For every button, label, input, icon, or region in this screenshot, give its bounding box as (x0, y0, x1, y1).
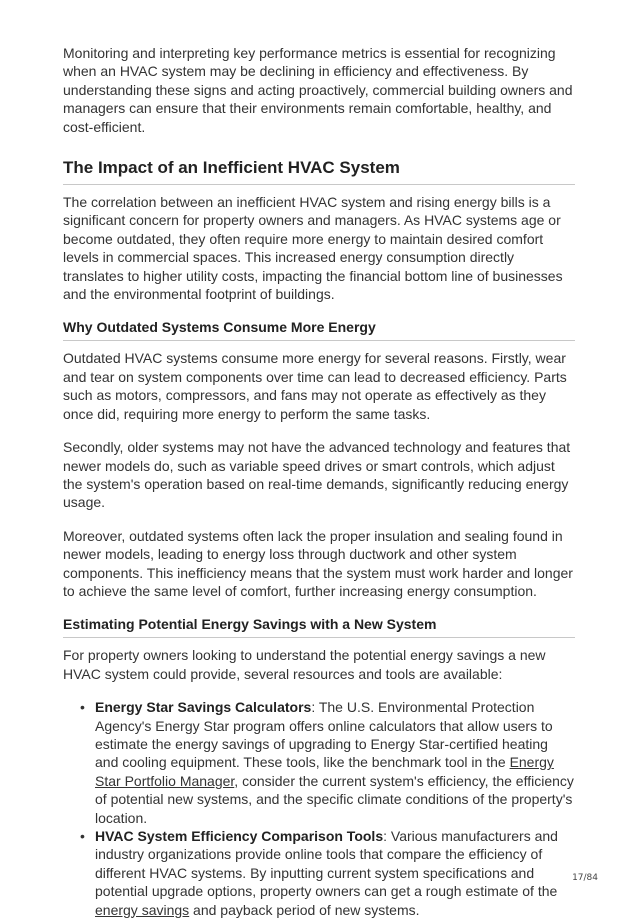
list-item-title: HVAC System Efficiency Comparison Tools (95, 828, 384, 844)
page-number: 17/84 (572, 873, 598, 883)
energy-star-portfolio-manager-link[interactable]: Energy Star Portfolio Manager (95, 754, 554, 789)
list-item (80, 827, 575, 919)
bullet-icon: • (80, 699, 85, 716)
outdated-paragraph-2: Secondly, older systems may not have the advanced technology and features that newer models do, such as variable speed drives or smart controls, which adjust the system's operation based on real-time demands, significantly reducing energy usage. (63, 439, 571, 511)
outdated-paragraph-3: Moreover, outdated systems often lack the proper insulation and sealing found in newer models, leading to energy loss through ductwork and other system components. This inefficiency means that the system must work harder and longer to achieve the same level of comfort, further increasing energy consumption. (63, 527, 573, 599)
list-item-text: : Various manufacturers and industry organizations provide online tools that compare the efficiency of different HVAC systems. By inputting current system specifications and potential upgrade options, property owners can get a rough estimate of the (95, 828, 558, 900)
section-heading-impact: The Impact of an Inefficient HVAC System (63, 157, 575, 185)
energy-savings-link[interactable]: energy savings (95, 901, 190, 918)
document-page (63, 44, 575, 919)
resources-list (63, 698, 575, 919)
list-item-text: and payback period of new systems. (189, 901, 420, 918)
estimating-paragraph: For property owners looking to understand the potential energy savings a new HVAC system could provide, several resources and tools are available: (63, 647, 546, 682)
list-item (80, 698, 575, 827)
outdated-paragraph-1: Outdated HVAC systems consume more energy for several reasons. Firstly, wear and tear on system components over time can lead to decreased efficiency. Parts such as motors, compressors, and fans may not operate as effectively as they once did, requiring more energy to perform the same tasks. (63, 350, 567, 422)
subheading-outdated-systems: Why Outdated Systems Consume More Energy (63, 318, 575, 341)
impact-paragraph: The correlation between an inefficient HVAC system and rising energy bills is a significant concern for property owners and managers. As HVAC systems age or become outdated, they often require more energy to maintain desired comfort levels in commercial spaces. This increased energy consumption directly translates to higher utility costs, impacting the financial bottom line of businesses and the environmental footprint of buildings. (63, 194, 563, 303)
list-item-text: : The U.S. Environmental Protection Agency's Energy Star program offers online calculators that allow users to estimate the energy savings of upgrading to Energy Star-certified heating and cooling equipment. These tools, like the benchmark tool in the (95, 699, 553, 771)
intro-paragraph: Monitoring and interpreting key performance metrics is essential for recognizing when an HVAC system may be declining in efficiency and effectiveness. By understanding these signs and acting proactively, commercial building owners and managers can ensure that their environments remain comfortable, healthy, and cost-efficient. (63, 45, 573, 135)
subheading-estimating-savings: Estimating Potential Energy Savings with a New System (63, 615, 575, 638)
list-item-title: Energy Star Savings Calculators (95, 699, 312, 716)
list-item-text: , consider the current system's efficiency, the efficiency of potential new systems, and the specific climate conditions of the property's location. (95, 772, 574, 826)
bullet-icon: • (80, 828, 85, 844)
